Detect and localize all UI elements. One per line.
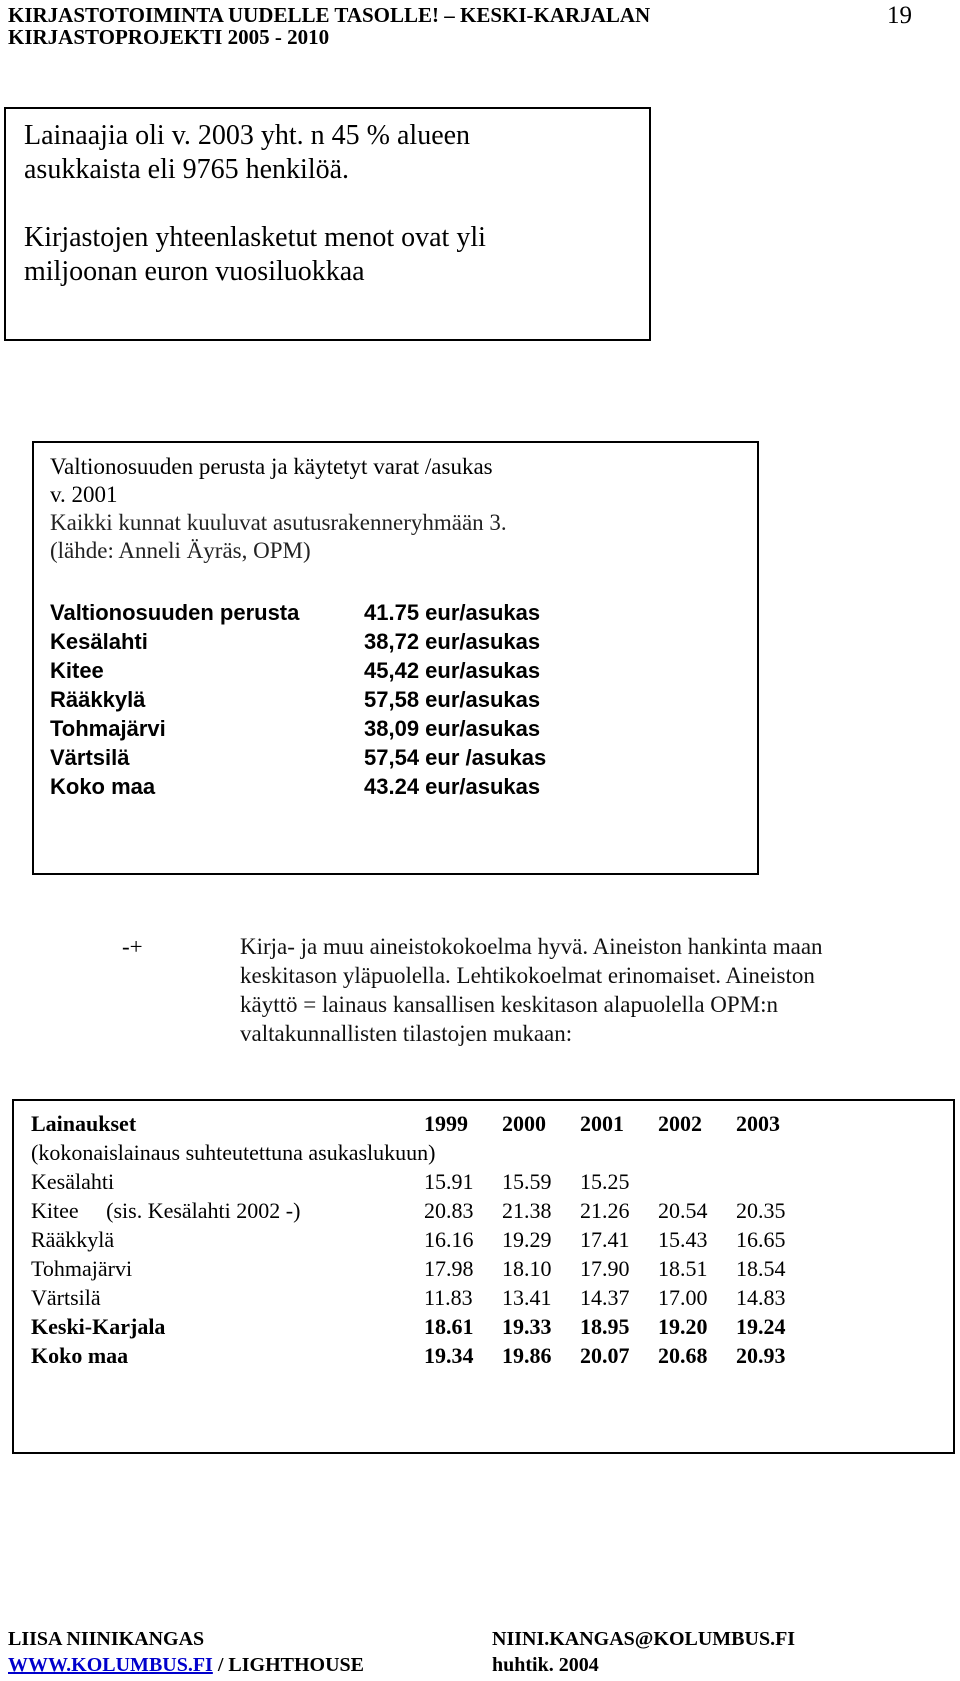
table-row-name: Kitee (sis. Kesälahti 2002 -) [31,1198,301,1223]
table-row-name: Rääkkylä [31,1227,115,1252]
page-number: 19 [887,2,912,29]
funding-value: 43.24 eur/asukas [364,774,541,799]
paragraph-line: valtakunnallisten tilastojen mukaan: [240,1021,573,1046]
table-cell: 18.95 [580,1314,630,1339]
funding-label: Rääkkylä [50,687,146,712]
table-cell: 21.38 [502,1198,552,1223]
table-cell: 18.51 [658,1256,708,1281]
footer-site [8,1654,364,1677]
funding-value: 41.75 eur/asukas [364,600,541,625]
summary-line: Kirjastojen yhteenlasketut menot ovat yli [24,222,486,253]
year-header: 2000 [502,1111,546,1136]
funding-value: 38,72 eur/asukas [364,629,541,654]
table-row-name: Koko maa [31,1343,129,1368]
year-header: 2001 [580,1111,624,1136]
box-source: (lähde: Anneli Äyräs, OPM) [50,538,311,563]
table-cell: 18.61 [424,1314,474,1339]
table-cell: 15.25 [580,1169,630,1194]
box-title: Valtionosuuden perusta ja käytetyt varat /asukas [50,454,493,479]
table-cell: 11.83 [424,1285,473,1310]
table-cell: 17.90 [580,1256,630,1281]
table-row-name: Keski-Karjala [31,1314,166,1339]
table-cell: 14.83 [736,1285,786,1310]
funding-label: Tohmajärvi [50,716,166,741]
header-title-line1: KIRJASTOTOIMINTA UUDELLE TASOLLE! – KESKI-KARJALAN [8,3,651,27]
box-title-year: v. 2001 [50,482,118,507]
funding-value: 45,42 eur/asukas [364,658,541,683]
funding-label: Valtionosuuden perusta [50,600,300,625]
table-cell: 20.83 [424,1198,474,1223]
table-subtitle: (kokonaislainaus suhteutettuna asukaslukuun) [31,1140,436,1165]
footer-author: LIISA NIINIKANGAS [8,1628,205,1650]
table-cell: 17.98 [424,1256,474,1281]
funding-label: Kesälahti [50,629,148,654]
footer-email: NIINI.KANGAS@KOLUMBUS.FI [492,1628,796,1650]
paragraph-line: käyttö = lainaus kansallisen keskitason alapuolella OPM:n [240,992,779,1017]
table-cell: 17.00 [658,1285,708,1310]
table-cell: 16.65 [736,1227,786,1252]
table-cell: 17.41 [580,1227,630,1252]
table-cell: 20.54 [658,1198,708,1223]
state-funding-box [32,441,759,875]
paragraph-line: Kirja- ja muu aineistokokoelma hyvä. Aineiston hankinta maan [240,934,823,959]
funding-label: Värtsilä [50,745,130,770]
funding-label: Koko maa [50,774,156,799]
table-cell: 14.37 [580,1285,630,1310]
header-title-line2: KIRJASTOPROJEKTI 2005 - 2010 [8,25,330,49]
table-row-name: Tohmajärvi [31,1256,133,1281]
table-cell: 16.16 [424,1227,474,1252]
table-row-name: Kesälahti [31,1169,115,1194]
table-cell: 21.26 [580,1198,630,1223]
table-cell: 20.93 [736,1343,786,1368]
table-cell: 20.07 [580,1343,630,1368]
table-cell: 18.10 [502,1256,552,1281]
year-header: 2002 [658,1111,702,1136]
footer-site-suffix: / LIGHTHOUSE [212,1654,364,1676]
table-cell: 18.54 [736,1256,786,1281]
funding-value: 57,54 eur /asukas [364,745,547,770]
summary-box [4,107,651,341]
box-note: Kaikki kunnat kuuluvat asutusrakenneryhmään 3. [50,510,507,535]
table-cell: 19.29 [502,1227,552,1252]
table-cell: 15.59 [502,1169,552,1194]
footer-date: huhtik. 2004 [492,1654,599,1676]
year-header: 2003 [736,1111,780,1136]
funding-value: 38,09 eur/asukas [364,716,541,741]
table-row-name: Värtsilä [31,1285,101,1310]
summary-line: asukkaista eli 9765 henkilöä. [24,154,350,185]
table-cell: 19.33 [502,1314,552,1339]
table-cell: 20.68 [658,1343,708,1368]
table-cell: 13.41 [502,1285,552,1310]
loans-table [12,1099,955,1454]
summary-line: miljoonan euron vuosiluokkaa [24,256,365,287]
table-cell: 15.43 [658,1227,708,1252]
table-cell: 20.35 [736,1198,786,1223]
list-marker: -+ [122,934,143,959]
funding-label: Kitee [50,658,104,683]
table-cell: 19.24 [736,1314,786,1339]
table-title: Lainaukset [31,1111,137,1136]
table-cell: 19.86 [502,1343,552,1368]
year-header: 1999 [424,1111,468,1136]
paragraph-line: keskitason yläpuolella. Lehtikokoelmat erinomaiset. Aineiston [240,963,815,988]
table-cell: 15.91 [424,1169,474,1194]
table-cell: 19.20 [658,1314,708,1339]
funding-value: 57,58 eur/asukas [364,687,541,712]
table-cell: 19.34 [424,1343,474,1368]
footer-website-link[interactable]: WWW.KOLUMBUS.FI [8,1654,213,1676]
summary-line: Lainaajia oli v. 2003 yht. n 45 % alueen [24,120,471,151]
